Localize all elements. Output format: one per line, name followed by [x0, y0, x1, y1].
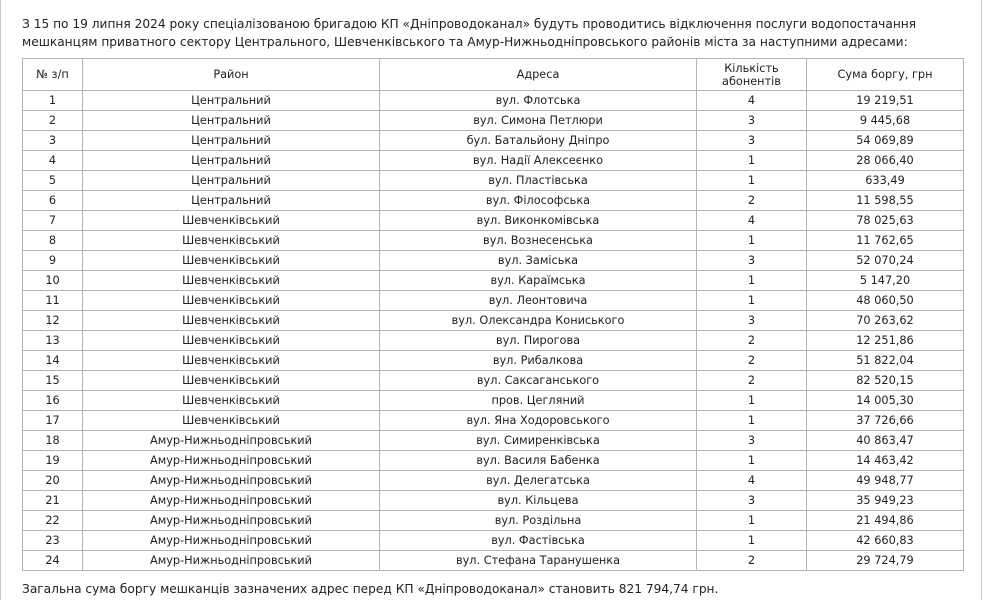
- cell-debt: 51 822,04: [807, 351, 964, 371]
- table-row: [23, 151, 964, 171]
- cell-address: вул. Фастівська: [380, 531, 697, 551]
- cell-subscribers: 1: [697, 171, 807, 191]
- table-row: [23, 491, 964, 511]
- cell-address: вул. Леонтовича: [380, 291, 697, 311]
- cell-subscribers: 1: [697, 231, 807, 251]
- cell-address: вул. Пирогова: [380, 331, 697, 351]
- cell-subscribers: 3: [697, 111, 807, 131]
- cell-debt: 11 762,65: [807, 231, 964, 251]
- cell-district: Амур-Нижньодніпровський: [83, 531, 380, 551]
- cell-number: 15: [23, 371, 83, 391]
- header-address: Адреса: [380, 59, 697, 91]
- cell-number: 8: [23, 231, 83, 251]
- cell-district: Амур-Нижньодніпровський: [83, 551, 380, 571]
- cell-number: 18: [23, 431, 83, 451]
- cell-district: Центральний: [83, 91, 380, 111]
- cell-district: Шевченківський: [83, 331, 380, 351]
- cell-subscribers: 1: [697, 531, 807, 551]
- table-row: [23, 531, 964, 551]
- table-row: [23, 551, 964, 571]
- table-row: [23, 251, 964, 271]
- cell-subscribers: 2: [697, 331, 807, 351]
- cell-number: 12: [23, 311, 83, 331]
- table-row: [23, 131, 964, 151]
- cell-address: вул. Симиренківська: [380, 431, 697, 451]
- table-row: [23, 171, 964, 191]
- cell-number: 19: [23, 451, 83, 471]
- debt-table: [22, 58, 964, 571]
- cell-number: 24: [23, 551, 83, 571]
- table-row: [23, 271, 964, 291]
- cell-district: Амур-Нижньодніпровський: [83, 471, 380, 491]
- table-row: [23, 211, 964, 231]
- table-row: [23, 331, 964, 351]
- header-debt: Сума боргу, грн: [807, 59, 964, 91]
- intro-paragraph: З 15 по 19 липня 2024 року спеціалізованою бригадою КП «Дніпроводоканал» будуть проводитись відключення послуги водопостачання мешканцям приватного сектору Центрального, Шевченківського та Амур-Нижньодніпровського районів міста за наступними адресами:: [22, 17, 917, 49]
- cell-subscribers: 1: [697, 291, 807, 311]
- cell-district: Центральний: [83, 191, 380, 211]
- cell-district: Шевченківський: [83, 411, 380, 431]
- cell-district: Шевченківський: [83, 271, 380, 291]
- cell-debt: 70 263,62: [807, 311, 964, 331]
- cell-address: вул. Яна Ходоровського: [380, 411, 697, 431]
- table-row: [23, 231, 964, 251]
- cell-address: вул. Стефана Таранушенка: [380, 551, 697, 571]
- table-row: [23, 451, 964, 471]
- cell-number: 6: [23, 191, 83, 211]
- table-body: [23, 91, 964, 571]
- cell-subscribers: 3: [697, 431, 807, 451]
- table-row: [23, 411, 964, 431]
- cell-debt: 14 005,30: [807, 391, 964, 411]
- cell-address: вул. Караїмська: [380, 271, 697, 291]
- header-number: № з/п: [23, 59, 83, 91]
- table-row: [23, 511, 964, 531]
- cell-address: вул. Філософська: [380, 191, 697, 211]
- cell-subscribers: 1: [697, 511, 807, 531]
- cell-debt: 9 445,68: [807, 111, 964, 131]
- cell-district: Амур-Нижньодніпровський: [83, 431, 380, 451]
- cell-subscribers: 3: [697, 311, 807, 331]
- cell-address: вул. Пластівська: [380, 171, 697, 191]
- table-row: [23, 471, 964, 491]
- cell-subscribers: 1: [697, 451, 807, 471]
- header-subscribers: Кількість абонентів: [697, 59, 807, 91]
- cell-number: 13: [23, 331, 83, 351]
- cell-district: Амур-Нижньодніпровський: [83, 491, 380, 511]
- table-row: [23, 191, 964, 211]
- cell-address: пров. Цегляний: [380, 391, 697, 411]
- cell-subscribers: 1: [697, 411, 807, 431]
- cell-district: Шевченківський: [83, 251, 380, 271]
- table-row: [23, 111, 964, 131]
- cell-debt: 12 251,86: [807, 331, 964, 351]
- cell-subscribers: 3: [697, 491, 807, 511]
- table-row: [23, 311, 964, 331]
- cell-district: Шевченківський: [83, 371, 380, 391]
- cell-debt: 49 948,77: [807, 471, 964, 491]
- cell-subscribers: 1: [697, 391, 807, 411]
- cell-number: 2: [23, 111, 83, 131]
- cell-debt: 11 598,55: [807, 191, 964, 211]
- table-row: [23, 351, 964, 371]
- cell-district: Центральний: [83, 151, 380, 171]
- cell-district: Шевченківський: [83, 291, 380, 311]
- cell-debt: 40 863,47: [807, 431, 964, 451]
- cell-debt: 48 060,50: [807, 291, 964, 311]
- cell-number: 14: [23, 351, 83, 371]
- cell-number: 20: [23, 471, 83, 491]
- table-row: [23, 371, 964, 391]
- cell-number: 23: [23, 531, 83, 551]
- cell-debt: 78 025,63: [807, 211, 964, 231]
- cell-subscribers: 3: [697, 251, 807, 271]
- cell-district: Центральний: [83, 171, 380, 191]
- frame-border-left: [0, 0, 1, 600]
- cell-debt: 5 147,20: [807, 271, 964, 291]
- table-row: [23, 291, 964, 311]
- cell-number: 21: [23, 491, 83, 511]
- cell-address: вул. Надії Алексеєнко: [380, 151, 697, 171]
- cell-number: 11: [23, 291, 83, 311]
- cell-subscribers: 2: [697, 191, 807, 211]
- cell-debt: 37 726,66: [807, 411, 964, 431]
- cell-subscribers: 4: [697, 471, 807, 491]
- table-header-row: [23, 59, 964, 91]
- cell-address: вул. Флотська: [380, 91, 697, 111]
- cell-district: Центральний: [83, 111, 380, 131]
- cell-district: Шевченківський: [83, 351, 380, 371]
- cell-debt: 52 070,24: [807, 251, 964, 271]
- table-row: [23, 391, 964, 411]
- cell-address: вул. Роздільна: [380, 511, 697, 531]
- frame-border-right: [981, 0, 982, 600]
- cell-debt: 35 949,23: [807, 491, 964, 511]
- cell-address: вул. Виконкомівська: [380, 211, 697, 231]
- cell-district: Шевченківський: [83, 311, 380, 331]
- cell-number: 10: [23, 271, 83, 291]
- table-row: [23, 431, 964, 451]
- cell-subscribers: 1: [697, 271, 807, 291]
- cell-subscribers: 2: [697, 551, 807, 571]
- cell-debt: 28 066,40: [807, 151, 964, 171]
- cell-address: вул. Василя Бабенка: [380, 451, 697, 471]
- cell-number: 5: [23, 171, 83, 191]
- cell-debt: 29 724,79: [807, 551, 964, 571]
- cell-address: вул. Симона Петлюри: [380, 111, 697, 131]
- cell-address: вул. Вознесенська: [380, 231, 697, 251]
- cell-district: Шевченківський: [83, 211, 380, 231]
- cell-address: вул. Саксаганського: [380, 371, 697, 391]
- cell-debt: 21 494,86: [807, 511, 964, 531]
- cell-district: Центральний: [83, 131, 380, 151]
- cell-district: Амур-Нижньодніпровський: [83, 511, 380, 531]
- cell-address: бул. Батальйону Дніпро: [380, 131, 697, 151]
- summary-paragraph: Загальна сума боргу мешканців зазначених адрес перед КП «Дніпроводоканал» становить 821 794,74 грн.: [22, 582, 719, 596]
- cell-subscribers: 4: [697, 211, 807, 231]
- cell-district: Амур-Нижньодніпровський: [83, 451, 380, 471]
- cell-number: 7: [23, 211, 83, 231]
- cell-number: 4: [23, 151, 83, 171]
- cell-number: 17: [23, 411, 83, 431]
- cell-debt: 19 219,51: [807, 91, 964, 111]
- cell-address: вул. Кільцева: [380, 491, 697, 511]
- cell-debt: 42 660,83: [807, 531, 964, 551]
- cell-debt: 633,49: [807, 171, 964, 191]
- cell-subscribers: 2: [697, 371, 807, 391]
- cell-number: 9: [23, 251, 83, 271]
- cell-address: вул. Олександра Кониського: [380, 311, 697, 331]
- cell-number: 3: [23, 131, 83, 151]
- header-district: Район: [83, 59, 380, 91]
- cell-address: вул. Рибалкова: [380, 351, 697, 371]
- cell-subscribers: 2: [697, 351, 807, 371]
- cell-debt: 82 520,15: [807, 371, 964, 391]
- cell-address: вул. Делегатська: [380, 471, 697, 491]
- cell-debt: 54 069,89: [807, 131, 964, 151]
- cell-debt: 14 463,42: [807, 451, 964, 471]
- cell-subscribers: 3: [697, 131, 807, 151]
- table-row: [23, 91, 964, 111]
- cell-district: Шевченківський: [83, 231, 380, 251]
- cell-address: вул. Заміська: [380, 251, 697, 271]
- cell-number: 22: [23, 511, 83, 531]
- cell-subscribers: 4: [697, 91, 807, 111]
- cell-subscribers: 1: [697, 151, 807, 171]
- cell-number: 16: [23, 391, 83, 411]
- cell-district: Шевченківський: [83, 391, 380, 411]
- cell-number: 1: [23, 91, 83, 111]
